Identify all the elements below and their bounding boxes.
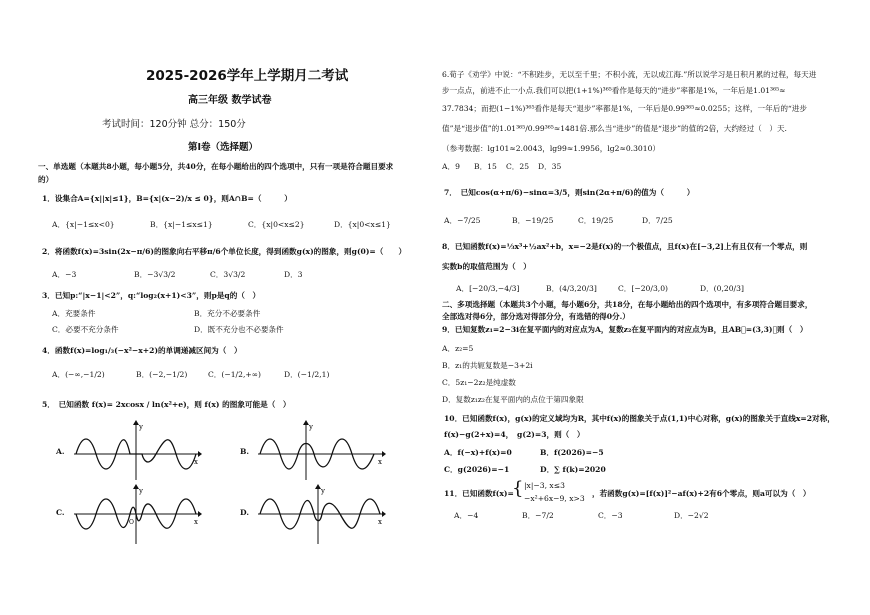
graph-c-origin-label: O — [129, 519, 134, 526]
part1-heading: 第Ⅰ卷（选择题） — [188, 142, 259, 153]
q6-reference-data: （参考数据：lg101≈2.0043，lg99≈1.9956，lg2≈0.3010） — [442, 144, 661, 153]
q10-option-b: B．f(2026)=−5 — [540, 448, 604, 457]
q6-option-d: D．35 — [538, 162, 562, 171]
q6-option-c: C．25 — [506, 162, 530, 171]
q1-option-a: A．{x|−1≤x<0} — [52, 220, 115, 229]
q9-option-d: D．复数z₁z₂在复平面内的点位于第四象限 — [442, 395, 584, 404]
graph-b-x-label: x — [378, 458, 382, 466]
q3-option-b: B．充分不必要条件 — [194, 309, 261, 318]
q7-option-d: D．7/25 — [642, 216, 673, 225]
exam-title: 2025-2026学年上学期月二考试 — [146, 68, 349, 84]
q5-graph-b — [256, 420, 386, 482]
q5-graph-d — [256, 484, 386, 546]
q6-line-3: 37.7834；而把(1−1%)³⁶⁵看作是每天“退步”率都是1%，一年后是0.99³⁶⁵≈0.0255；这样，一年后的“进步 — [442, 104, 807, 113]
q4-option-a: A．(−∞,−1/2) — [52, 370, 105, 379]
piecewise-brace: { — [512, 478, 524, 499]
q11-option-d: D．−2√2 — [674, 511, 709, 520]
q9-option-a: A．z₂=5 — [442, 344, 474, 353]
q10-option-d: D．∑ f(k)=2020 — [540, 465, 606, 474]
q4-option-b: B．(−2,−1/2) — [136, 370, 188, 379]
q9-option-b: B．z₁的共轭复数是−3+2i — [442, 361, 533, 370]
graph-d-y-label: y — [321, 487, 325, 495]
q5-graph-c — [72, 484, 202, 546]
graph-a-x-label: x — [194, 458, 198, 466]
q3-option-a: A．充要条件 — [52, 309, 96, 318]
question-1: 1．设集合A={x||x|≤1}，B={x|(x−2)/x ≤ 0}，则A∩B=（ ） — [42, 194, 292, 203]
q7-option-c: C．19/25 — [578, 216, 614, 225]
q4-option-d: D．(−1/2,1) — [284, 370, 330, 379]
q8-option-a: A．[−20/3,−4/3] — [456, 284, 520, 293]
q6-line-1: 6.荀子《劝学》中说：“不积跬步，无以至千里；不积小流，无以成江海.”所以说学习是日积月累的过程，每天进 — [442, 70, 817, 79]
question-8: 8．已知函数f(x)=⅓x³+½ax²+b，x=−2是f(x)的一个极值点，且f(x)在[−3,2]上有且仅有一个零点，则 — [442, 242, 808, 251]
q5-graph-a — [72, 420, 202, 482]
q2-option-b: B．−3√3/2 — [134, 270, 176, 279]
section1-instructions: 一、单选题（本题共8小题，每小题5分，共40分，在每小题给出的四个选项中，只有一项是符合题目要求 — [38, 162, 394, 171]
q8-option-b: B．(4/3,20/3] — [546, 284, 597, 293]
q7-option-a: A．−7/25 — [444, 216, 481, 225]
question-3: 3．已知p:“|x−1|<2”，q:“log₂(x+1)<3”，则p是q的（ ） — [42, 291, 261, 300]
q11-option-b: B．−7/2 — [522, 511, 554, 520]
q10-option-a: A．f(−x)+f(x)=0 — [444, 448, 512, 457]
q1-option-d: D．{x|0<x≤1} — [334, 220, 391, 229]
section1-instructions-cont: 的） — [38, 175, 54, 184]
q5-label-d: D. — [240, 508, 249, 517]
q6-line-2: 步一点点，前进不止一小点.我们可以把(1+1%)³⁶⁵看作是每天的“进步”率都是1%，一年后是1.01³⁶⁵≈ — [442, 86, 786, 95]
graph-b-y-label: y — [309, 423, 313, 431]
q5-label-b: B. — [240, 447, 250, 456]
q11-case-2: −x²+6x−9, x>3 — [524, 494, 585, 503]
q9-option-c: C．5z₁−2z₂是纯虚数 — [442, 378, 516, 387]
exam-meta: 考试时间：120分钟 总分：150分 — [102, 119, 246, 130]
q1-option-b: B．{x|−1≤x≤1} — [150, 220, 213, 229]
q11-option-a: A．−4 — [454, 511, 479, 520]
section2-instructions: 二、多项选择题（本题共3个小题，每小题6分，共18分，在每小题给出的四个选项中，有多项符合题目要求， — [442, 300, 813, 309]
question-5: 5． 已知函数 f(x)= 2xcosx / ln(x²+e)，则 f(x) 的图象可能是（ ） — [42, 400, 291, 409]
question-2: 2．将函数f(x)=3sin(2x−π/6)的图象向右平移π/6个单位长度，得到函数g(x)的图象，则g(0)=（ ） — [42, 247, 407, 256]
q6-option-a: A．9 — [442, 162, 460, 171]
question-4: 4．函数f(x)=log₁/₃(−x²−x+2)的单调递减区间为（ ） — [42, 346, 242, 355]
question-10-cont: f(x)−g(2+x)=4， g(2)=3，则（ ） — [444, 430, 585, 439]
q3-option-d: D．既不充分也不必要条件 — [194, 325, 284, 334]
question-7: 7． 已知cos(α+π/6)−sinα=3/5，则sin(2α+π/6)的值为（ ） — [444, 188, 695, 197]
q11-case-1: |x|−3, x≤3 — [524, 481, 565, 490]
q6-option-b: B．15 — [474, 162, 497, 171]
q1-option-c: C．{x|0<x≤2} — [248, 220, 305, 229]
q2-option-a: A．−3 — [52, 270, 77, 279]
question-11-suffix: ，若函数g(x)=[f(x)]²−af(x)+2有6个零点，则a可以为（ ） — [592, 489, 811, 498]
q5-label-a: A. — [56, 447, 65, 456]
q7-option-b: B．−19/25 — [512, 216, 554, 225]
question-8-cont: 实数b的取值范围为（ ） — [442, 262, 531, 271]
graph-c-x-label: x — [194, 518, 198, 526]
q2-option-d: D．3 — [284, 270, 303, 279]
exam-subtitle: 高三年级 数学试卷 — [188, 95, 272, 106]
q10-option-c: C．g(2026)=−1 — [444, 465, 510, 474]
question-9: 9．已知复数z₁=2−3i在复平面内的对应点为A，复数z₂在复平面内的对应点为B，且AB⃗=(3,3)，则（ ） — [442, 325, 808, 334]
q5-label-c: C. — [56, 508, 65, 517]
q4-option-c: C．(−1/2,+∞) — [208, 370, 262, 379]
q8-option-c: C．[−20/3,0) — [618, 284, 668, 293]
q3-option-c: C．必要不充分条件 — [52, 325, 119, 334]
q8-option-d: D．(0,20/3] — [700, 284, 744, 293]
graph-c-y-label: y — [139, 487, 143, 495]
q6-line-4: 值”是“退步值”的1.01³⁶⁵/0.99³⁶⁵≈1481倍.那么当“进步”的值是“退步”的值的2倍，大约经过（ ）天. — [442, 124, 787, 133]
question-11-prefix: 11．已知函数f(x)= — [444, 489, 514, 498]
graph-a-y-label: y — [139, 423, 143, 431]
graph-d-x-label: x — [378, 518, 382, 526]
question-10: 10．已知函数f(x)，g(x)的定义域均为R，其中f(x)的图象关于点(1,1)中心对称，g(x)的图象关于直线x=2对称， — [444, 414, 835, 423]
q2-option-c: C．3√3/2 — [210, 270, 246, 279]
q11-option-c: C．−3 — [598, 511, 623, 520]
section2-instructions-cont: 全部选对得6分，部分选对得部分分，有选错的得0分.） — [442, 312, 630, 321]
